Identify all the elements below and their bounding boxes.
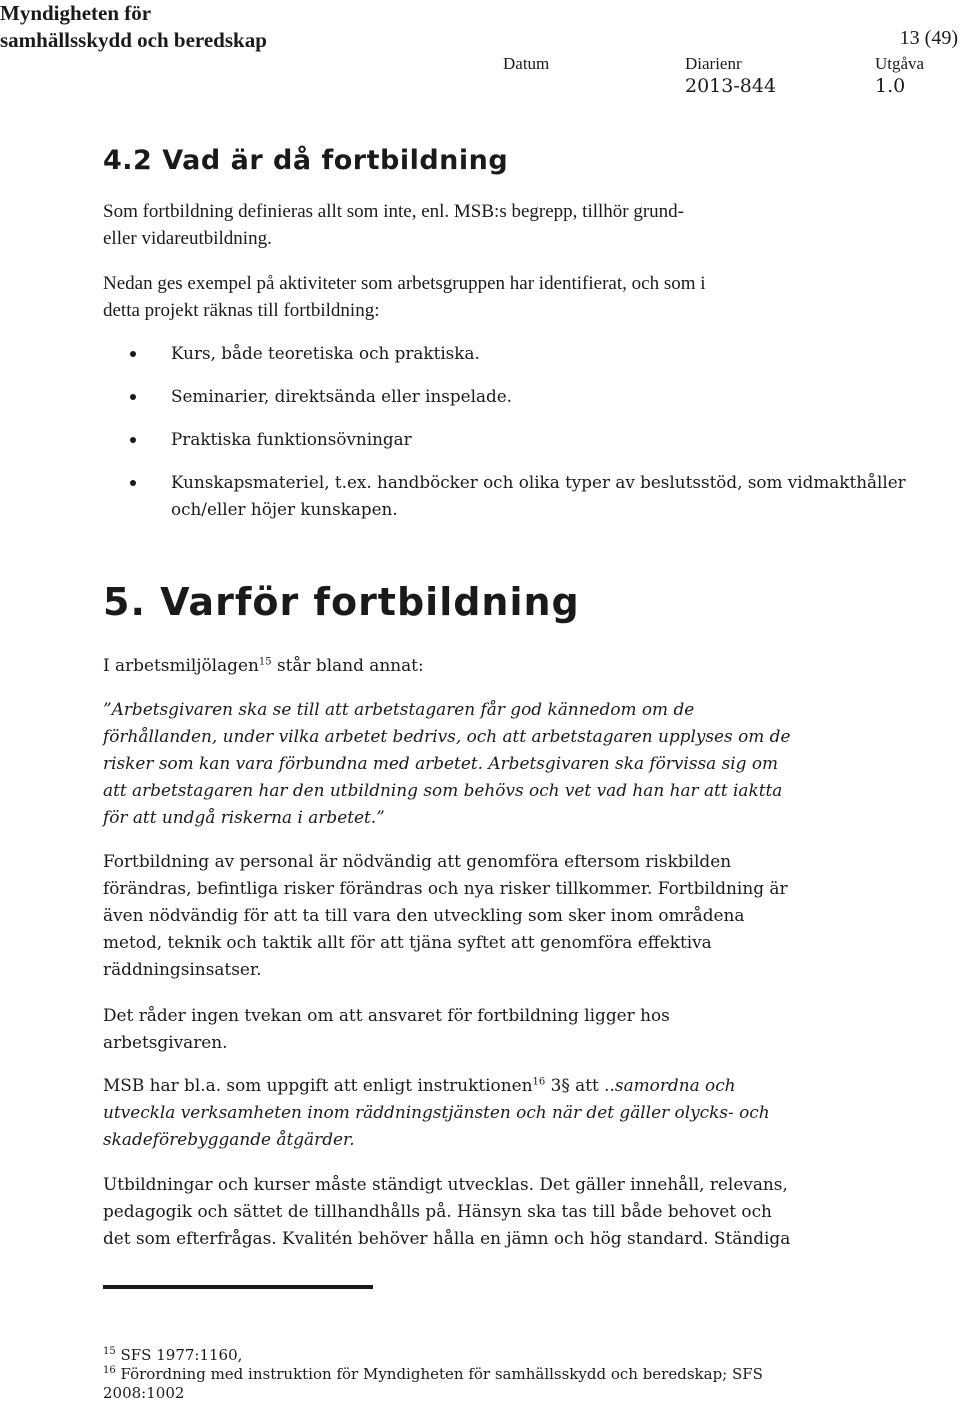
bullet-icon — [130, 394, 136, 400]
bullet-icon — [130, 480, 136, 486]
section-4-2-heading: 4.2 Vad är då fortbildning — [103, 145, 509, 176]
msb-task-quote: samordna och utveckla verksamheten inom räddningstjänsten och när det gäller olycks- och skadeförebyggande åtgärder. — [103, 1075, 770, 1149]
list-item-text: Praktiska funktionsövningar — [171, 429, 412, 449]
org-line-2: samhällsskydd och beredskap — [0, 28, 267, 52]
definition-line-1: Som fortbildning definieras allt som inte, enl. MSB:s begrepp, tillhör grund- — [103, 201, 685, 222]
necessity-paragraph — [103, 848, 793, 983]
footnote-16 — [103, 1365, 763, 1403]
list-item-text: Kunskapsmateriel, t.ex. handböcker och olika typer av beslutsstöd, som vidmakthåller och/eller höjer kunskapen. — [171, 472, 906, 519]
development-paragraph — [103, 1171, 803, 1252]
footnote-text: Förordning med instruktion för Myndigheten för samhällsskydd och beredskap; SFS 2008:1002 — [103, 1365, 763, 1402]
msb-task-text: MSB har bl.a. som uppgift att enligt instruktionen — [103, 1075, 533, 1095]
organization-name — [0, 0, 267, 54]
list-item — [130, 340, 930, 367]
diarienr-label: Diarienr — [685, 54, 742, 73]
development-text: Utbildningar och kurser måste ständigt utvecklas. Det gäller innehåll, relevans, pedagogik och sättet de tillhandhålls på. Hänsyn ska tas till både behovet och det som efterfrågas. Kvalitén behöver hålla en jämn och hög standard. Ständiga — [103, 1174, 791, 1248]
responsibility-paragraph — [103, 1002, 703, 1056]
examples-intro-line-2: detta projekt räknas till fortbildning: — [103, 300, 380, 321]
intro-text: I arbetsmiljölagen — [103, 655, 259, 675]
intro-paragraph — [103, 652, 833, 679]
necessity-text: Fortbildning av personal är nödvändig att genomföra eftersom riskbilden förändras, befintliga risker förändras och nya risker tillkommer. Fortbildning är även nödvändig för att ta till vara den utveckling som sker inom områdena metod, teknik och taktik allt för att tjäna syftet att genomföra effektiva räddningsinsatser. — [103, 851, 788, 979]
quote-text: ”Arbetsgivaren ska se till att arbetstagaren får god kännedom om de förhållanden, under vilka arbetet bedrivs, och att arbetstagaren upplyses om de risker som kan vara förbundna med arbetet. Arbetsgivaren ska förvissa sig om att arbetstagaren har den utbildning som behövs och vet vad han har att iaktta för att undgå riskerna i arbetet.” — [103, 699, 791, 827]
list-item-text: Seminarier, direktsända eller inspelade. — [171, 386, 512, 406]
msb-task-section: 3§ att .. — [545, 1075, 615, 1095]
diarienr-value: 2013-844 — [685, 75, 777, 97]
definition-line-2: eller vidareutbildning. — [103, 228, 272, 249]
list-item — [130, 469, 930, 523]
list-item-text: Kurs, både teoretiska och praktiska. — [171, 343, 480, 363]
law-quote — [103, 696, 803, 831]
intro-text-end: står bland annat: — [271, 655, 424, 675]
footnote-text: SFS 1977:1160, — [115, 1346, 243, 1364]
examples-intro-line-1: Nedan ges exempel på aktiviteter som arbetsgruppen har identifierat, och som i — [103, 273, 706, 294]
footnote-number: 16 — [103, 1365, 116, 1376]
examples-intro-paragraph — [103, 270, 923, 324]
section-5-heading: 5. Varför fortbildning — [103, 580, 580, 624]
footnote-ref-15: 15 — [258, 656, 272, 668]
footnote-number: 15 — [103, 1346, 116, 1357]
utgava-label: Utgåva — [875, 54, 925, 73]
bullet-icon — [130, 437, 136, 443]
list-item — [130, 383, 930, 410]
list-item — [130, 426, 930, 453]
msb-task-paragraph — [103, 1072, 803, 1153]
utgava-value: 1.0 — [875, 75, 906, 97]
datum-label: Datum — [503, 54, 550, 73]
org-line-1: Myndigheten för — [0, 1, 152, 25]
page-number: 13 (49) — [899, 27, 958, 49]
activity-bullet-list — [130, 340, 930, 539]
footnote-15 — [103, 1346, 803, 1365]
responsibility-text: Det råder ingen tvekan om att ansvaret för fortbildning ligger hos arbetsgivaren. — [103, 1005, 670, 1052]
definition-paragraph — [103, 198, 923, 252]
footnote-ref-16: 16 — [532, 1076, 546, 1088]
footnote-divider — [103, 1285, 373, 1289]
bullet-icon — [130, 351, 136, 357]
